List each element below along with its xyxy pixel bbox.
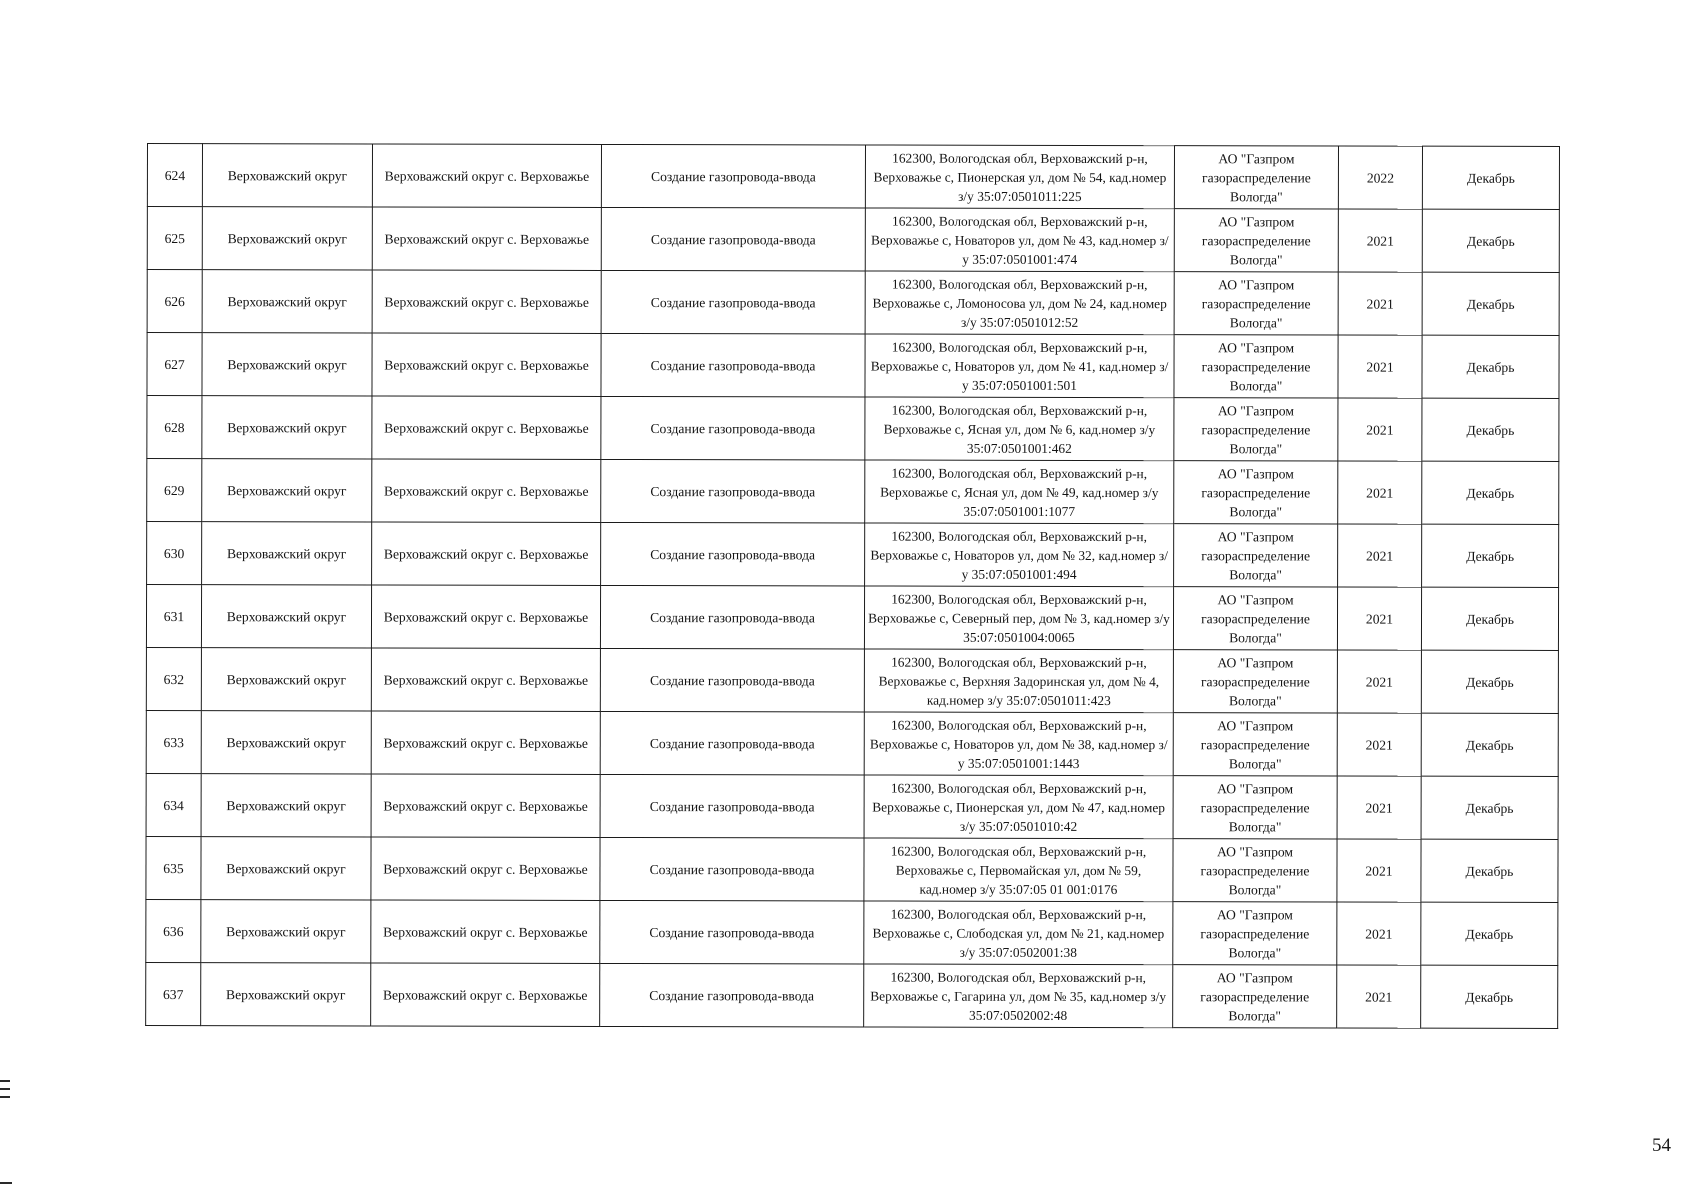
- month-cell: Декабрь: [1422, 146, 1559, 209]
- organization-cell: АО "Газпром газораспределение Вологда": [1173, 965, 1337, 1028]
- settlement-cell: Верховажский округ с. Верховажье: [371, 900, 600, 963]
- address-cell: 162300, Вологодская обл, Верховажский р-н, Верховажье с, Ясная ул, дом № 6, кад.номер з/у 35:07:0501001:462: [865, 397, 1174, 461]
- row-number: 627: [147, 333, 202, 396]
- year-cell: 2021: [1338, 398, 1422, 461]
- organization-cell: АО "Газпром газораспределение Вологда": [1174, 461, 1338, 524]
- settlement-cell: Верховажский округ с. Верховажье: [372, 396, 601, 459]
- table-row: [146, 773, 1558, 839]
- organization-cell: АО "Газпром газораспределение Вологда": [1173, 776, 1337, 839]
- district-cell: Верховажский округ: [201, 900, 371, 963]
- organization-cell: АО "Газпром газораспределение Вологда": [1173, 713, 1337, 776]
- organization-cell: АО "Газпром газораспределение Вологда": [1173, 902, 1337, 965]
- address-cell: 162300, Вологодская обл, Верховажский р-н, Верховажье с, Пионерская ул, дом № 47, кад.номер з/у 35:07:0501010:42: [864, 775, 1173, 839]
- district-cell: Верховажский округ: [201, 585, 371, 648]
- table-row: [147, 144, 1559, 210]
- row-number: 635: [146, 836, 201, 899]
- district-cell: Верховажский округ: [202, 396, 372, 459]
- district-cell: Верховажский округ: [202, 522, 372, 585]
- table-row: [146, 647, 1558, 713]
- address-cell: 162300, Вологодская обл, Верховажский р-н, Верховажье с, Гагарина ул, дом № 35, кад.номер з/у 35:07:0502002:48: [864, 964, 1173, 1028]
- table-row: [146, 899, 1558, 965]
- month-cell: Декабрь: [1421, 965, 1558, 1028]
- month-cell: Декабрь: [1422, 524, 1559, 587]
- row-number: 636: [146, 899, 201, 962]
- settlement-cell: Верховажский округ с. Верховажье: [371, 963, 600, 1026]
- organization-cell: АО "Газпром газораспределение Вологда": [1174, 335, 1338, 398]
- scan-edge-mark: [0, 1096, 10, 1098]
- year-cell: 2021: [1338, 461, 1422, 524]
- row-number: 626: [147, 270, 202, 333]
- table-row: [146, 585, 1558, 651]
- settlement-cell: Верховажский округ с. Верховажье: [372, 270, 601, 333]
- year-cell: 2021: [1338, 209, 1422, 272]
- row-number: 628: [147, 396, 202, 459]
- organization-cell: АО "Газпром газораспределение Вологда": [1174, 524, 1338, 587]
- month-cell: Декабрь: [1422, 398, 1559, 461]
- district-cell: Верховажский округ: [201, 774, 371, 837]
- table-row: [146, 962, 1558, 1028]
- row-number: 630: [147, 522, 202, 585]
- work-type-cell: Создание газопровода-ввода: [601, 333, 865, 397]
- work-type-cell: Создание газопровода-ввода: [601, 144, 865, 208]
- month-cell: Декабрь: [1421, 776, 1558, 839]
- district-cell: Верховажский округ: [202, 207, 372, 270]
- district-cell: Верховажский округ: [201, 711, 371, 774]
- table-row: [147, 522, 1559, 588]
- district-cell: Верховажский округ: [201, 963, 371, 1026]
- table-row: [147, 207, 1559, 273]
- organization-cell: АО "Газпром газораспределение Вологда": [1174, 398, 1338, 461]
- address-cell: 162300, Вологодская обл, Верховажский р-н, Верховажье с, Пионерская ул, дом № 54, кад.номер з/у 35:07:0501011:225: [865, 145, 1174, 209]
- year-cell: 2021: [1338, 335, 1422, 398]
- table-body: [146, 144, 1560, 1029]
- month-cell: Декабрь: [1422, 209, 1559, 272]
- district-cell: Верховажский округ: [201, 648, 371, 711]
- month-cell: Декабрь: [1421, 713, 1558, 776]
- row-number: 625: [147, 207, 202, 270]
- work-type-cell: Создание газопровода-ввода: [600, 837, 864, 901]
- table-row: [147, 459, 1559, 525]
- row-number: 624: [147, 144, 202, 207]
- settlement-cell: Верховажский округ с. Верховажье: [372, 144, 601, 207]
- table-row: [146, 836, 1558, 902]
- scan-edge-mark: [0, 1080, 10, 1082]
- work-type-cell: Создание газопровода-ввода: [600, 963, 864, 1027]
- year-cell: 2021: [1337, 839, 1421, 902]
- work-type-cell: Создание газопровода-ввода: [601, 270, 865, 334]
- settlement-cell: Верховажский округ с. Верховажье: [371, 837, 600, 900]
- table-row: [146, 710, 1558, 776]
- address-cell: 162300, Вологодская обл, Верховажский р-н, Верховажье с, Первомайская ул, дом № 59, кад.номер з/у 35:07:05 01 001:0176: [864, 838, 1173, 902]
- work-type-cell: Создание газопровода-ввода: [600, 711, 864, 775]
- work-type-cell: Создание газопровода-ввода: [600, 585, 864, 649]
- work-type-cell: Создание газопровода-ввода: [601, 207, 865, 271]
- organization-cell: АО "Газпром газораспределение Вологда": [1174, 209, 1338, 272]
- organization-cell: АО "Газпром газораспределение Вологда": [1173, 839, 1337, 902]
- table-row: [147, 396, 1559, 462]
- year-cell: 2021: [1337, 713, 1421, 776]
- row-number: 632: [146, 647, 201, 710]
- address-cell: 162300, Вологодская обл, Верховажский р-н, Верховажье с, Новаторов ул, дом № 32, кад.номер з/у 35:07:0501001:494: [865, 523, 1174, 587]
- work-type-cell: Создание газопровода-ввода: [601, 522, 865, 586]
- settlement-cell: Верховажский округ с. Верховажье: [372, 207, 601, 270]
- page-number: 54: [1652, 1135, 1671, 1156]
- district-cell: Верховажский округ: [202, 333, 372, 396]
- year-cell: 2021: [1337, 587, 1421, 650]
- settlement-cell: Верховажский округ с. Верховажье: [371, 648, 600, 711]
- month-cell: Декабрь: [1421, 902, 1558, 965]
- settlement-cell: Верховажский округ с. Верховажье: [372, 522, 601, 585]
- organization-cell: АО "Газпром газораспределение Вологда": [1173, 650, 1337, 713]
- month-cell: Декабрь: [1421, 650, 1558, 713]
- work-type-cell: Создание газопровода-ввода: [601, 459, 865, 523]
- settlement-cell: Верховажский округ с. Верховажье: [371, 711, 600, 774]
- address-cell: 162300, Вологодская обл, Верховажский р-н, Верховажье с, Новаторов ул, дом № 38, кад.номер з/у 35:07:0501001:1443: [864, 712, 1173, 776]
- month-cell: Декабрь: [1421, 839, 1558, 902]
- settlement-cell: Верховажский округ с. Верховажье: [371, 774, 600, 837]
- organization-cell: АО "Газпром газораспределение Вологда": [1174, 146, 1338, 209]
- row-number: 637: [146, 962, 201, 1025]
- settlement-cell: Верховажский округ с. Верховажье: [371, 585, 600, 648]
- address-cell: 162300, Вологодская обл, Верховажский р-н, Верховажье с, Верхняя Задоринская ул, дом № 4, кад.номер з/у 35:07:0501011:423: [864, 649, 1173, 713]
- organization-cell: АО "Газпром газораспределение Вологда": [1173, 587, 1337, 650]
- row-number: 633: [146, 710, 201, 773]
- table-row: [147, 333, 1559, 399]
- district-cell: Верховажский округ: [201, 837, 371, 900]
- district-cell: Верховажский округ: [202, 459, 372, 522]
- settlement-cell: Верховажский округ с. Верховажье: [372, 459, 601, 522]
- address-cell: 162300, Вологодская обл, Верховажский р-н, Верховажье с, Слободская ул, дом № 21, кад.номер з/у 35:07:0502001:38: [864, 901, 1173, 965]
- month-cell: Декабрь: [1422, 335, 1559, 398]
- row-number: 629: [147, 459, 202, 522]
- work-type-cell: Создание газопровода-ввода: [600, 900, 864, 964]
- address-cell: 162300, Вологодская обл, Верховажский р-н, Верховажье с, Ломоносова ул, дом № 24, кад.номер з/у 35:07:0501012:52: [865, 271, 1174, 335]
- row-number: 634: [146, 773, 201, 836]
- settlement-cell: Верховажский округ с. Верховажье: [372, 333, 601, 396]
- scan-edge-mark: [0, 1182, 12, 1184]
- address-cell: 162300, Вологодская обл, Верховажский р-н, Верховажье с, Северный пер, дом № 3, кад.номер з/у 35:07:0501004:0065: [864, 586, 1173, 650]
- work-type-cell: Создание газопровода-ввода: [601, 396, 865, 460]
- district-cell: Верховажский округ: [202, 144, 372, 207]
- month-cell: Декабрь: [1422, 272, 1559, 335]
- year-cell: 2021: [1337, 902, 1421, 965]
- gas-pipeline-register-table: [145, 143, 1560, 1029]
- address-cell: 162300, Вологодская обл, Верховажский р-н, Верховажье с, Новаторов ул, дом № 43, кад.номер з/у 35:07:0501001:474: [865, 208, 1174, 272]
- year-cell: 2021: [1337, 650, 1421, 713]
- address-cell: 162300, Вологодская обл, Верховажский р-н, Верховажье с, Новаторов ул, дом № 41, кад.номер з/у 35:07:0501001:501: [865, 334, 1174, 398]
- table-row: [147, 270, 1559, 336]
- address-cell: 162300, Вологодская обл, Верховажский р-н, Верховажье с, Ясная ул, дом № 49, кад.номер з/у 35:07:0501001:1077: [865, 460, 1174, 524]
- scan-edge-mark: [0, 1088, 10, 1090]
- year-cell: 2021: [1338, 272, 1422, 335]
- year-cell: 2022: [1338, 146, 1422, 209]
- year-cell: 2021: [1337, 965, 1421, 1028]
- organization-cell: АО "Газпром газораспределение Вологда": [1174, 272, 1338, 335]
- month-cell: Декабрь: [1422, 461, 1559, 524]
- row-number: 631: [146, 585, 201, 648]
- district-cell: Верховажский округ: [202, 270, 372, 333]
- work-type-cell: Создание газопровода-ввода: [600, 774, 864, 838]
- month-cell: Декабрь: [1421, 587, 1558, 650]
- year-cell: 2021: [1337, 776, 1421, 839]
- year-cell: 2021: [1338, 524, 1422, 587]
- work-type-cell: Создание газопровода-ввода: [600, 648, 864, 712]
